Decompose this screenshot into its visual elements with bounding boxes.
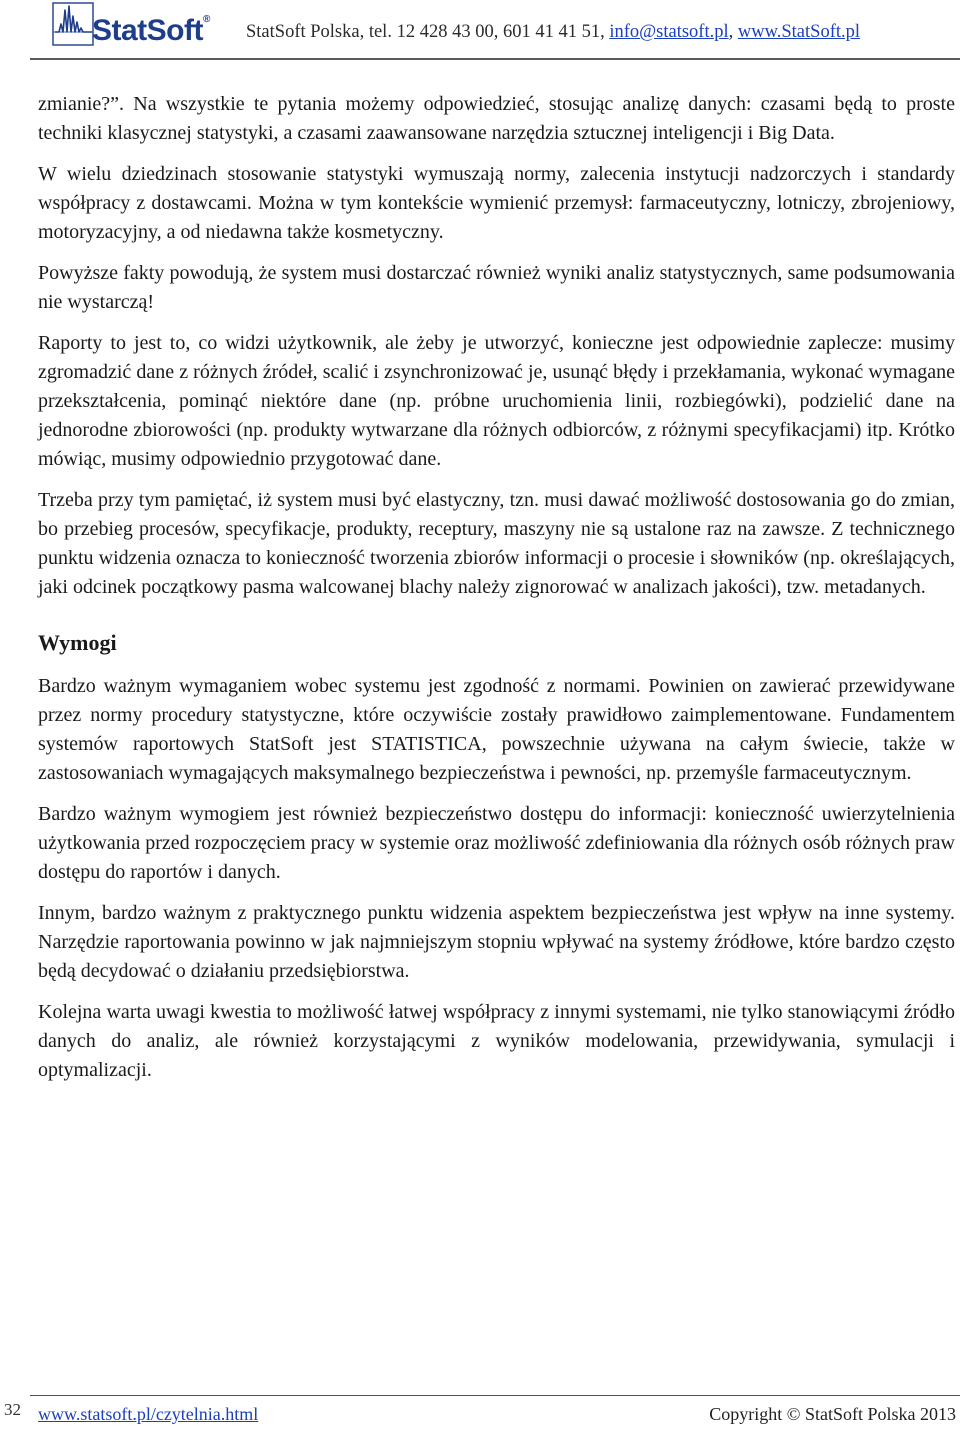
logo-wordmark: StatSoft® bbox=[92, 14, 210, 47]
reading-room-link[interactable]: www.statsoft.pl/czytelnia.html bbox=[38, 1404, 259, 1424]
contact-details: StatSoft Polska, tel. 12 428 43 00, 601 41 41 51, bbox=[246, 22, 610, 42]
copyright-notice: Copyright © StatSoft Polska 2013 bbox=[709, 1404, 956, 1424]
waveform-logo-icon bbox=[52, 2, 96, 48]
page-header bbox=[0, 0, 960, 60]
paragraph: Trzeba przy tym pamiętać, iż system musi być elastyczny, tzn. musi dawać możliwość dostosowania go do zmian, bo przebieg procesów, specyfikacje, produkty, receptury, maszyny nie są ustalone raz na zawsze. Z technicznego punktu widzenia oznacza to konieczność tworzenia zbiorów informacji o procesie i słowników (np. określających, jaki odcinek początkowy pasma walcowanej blachy należy zignorować w analizach jakości), tzw. metadanych. bbox=[38, 489, 955, 598]
statsoft-logo[interactable] bbox=[52, 2, 232, 50]
page-number: 32 bbox=[4, 1400, 21, 1419]
paragraph: Innym, bardzo ważnym z praktycznego punktu widzenia aspektem bezpieczeństwa jest wpływ na inne systemy. Narzędzie raportowania powinno w jak najmniejszym stopniu wpływać na systemy źródłowe, które bardzo często będą decydować o działaniu przedsiębiorstwa. bbox=[38, 902, 955, 982]
website-link[interactable]: www.StatSoft.pl bbox=[737, 22, 861, 42]
article-body bbox=[38, 90, 955, 1097]
contact-separator: , bbox=[728, 22, 738, 42]
contact-line bbox=[246, 22, 860, 43]
paragraph: W wielu dziedzinach stosowanie statystyki wymuszają normy, zalecenia instytucji nadzorczych i standardy współpracy z dostawcami. Można w tym kontekście wymienić przemysł: farmaceutyczny, lotniczy, zbrojeniowy, motoryzacyjny, a od niedawna także kosmetyczny. bbox=[38, 163, 955, 243]
paragraph: Bardzo ważnym wymogiem jest również bezpieczeństwo dostępu do informacji: konieczność uwierzytelnienia użytkowania przed rozpoczęciem pracy w systemie oraz możliwość zdefiniowania dla różnych osób różnych praw dostępu do raportów i danych. bbox=[38, 803, 955, 883]
registered-mark: ® bbox=[203, 14, 210, 25]
paragraph: Kolejna warta uwagi kwestia to możliwość łatwej współpracy z innymi systemami, nie tylko stanowiącymi źródło danych do analiz, ale również korzystającymi z wyników modelowania, przewidywania, symulacji i optymalizacji. bbox=[38, 1001, 955, 1081]
header-divider bbox=[30, 58, 960, 60]
paragraph: zmianie?”. Na wszystkie te pytania możemy odpowiedzieć, stosując analizę danych: czasami będą to proste techniki klasycznej statystyki, a czasami zaawansowane narzędzia sztucznej inteligencji i Big Data. bbox=[38, 93, 955, 144]
section-heading: Wymogi bbox=[38, 630, 117, 655]
email-link[interactable]: info@statsoft.pl bbox=[609, 22, 729, 42]
paragraph: Raporty to jest to, co widzi użytkownik, ale żeby je utworzyć, konieczne jest odpowiednie zaplecze: musimy zgromadzić dane z różnych źródeł, scalić i zsynchronizować je, usunąć błędy i przekłamania, wykonać wymagane przekształcenia, pominąć niektóre dane (np. próbne uruchomienia linii, rozbiegówki), podzielić dane na jednorodne zbiorowości (np. produkty wytwarzane dla różnych odbiorców, z różnymi specyfikacjami) itp. Krótko mówiąc, musimy odpowiednio przygotować dane. bbox=[38, 332, 955, 470]
footer-divider bbox=[30, 1395, 960, 1396]
paragraph: Powyższe fakty powodują, że system musi dostarczać również wyniki analiz statystycznych, same podsumowania nie wystarczą! bbox=[38, 262, 955, 313]
paragraph: Bardzo ważnym wymaganiem wobec systemu jest zgodność z normami. Powinien on zawierać przewidywane przez normy procedury statystyczne, które oczywiście zostały prawidłowo zaimplementowane. Fundamentem systemów raportowych StatSoft jest STATISTICA, powszechnie używana na całym świecie, także w zastosowaniach wymagających maksymalnego bezpieczeństwa i pewności, np. przemyśle farmaceutycznym. bbox=[38, 675, 955, 784]
